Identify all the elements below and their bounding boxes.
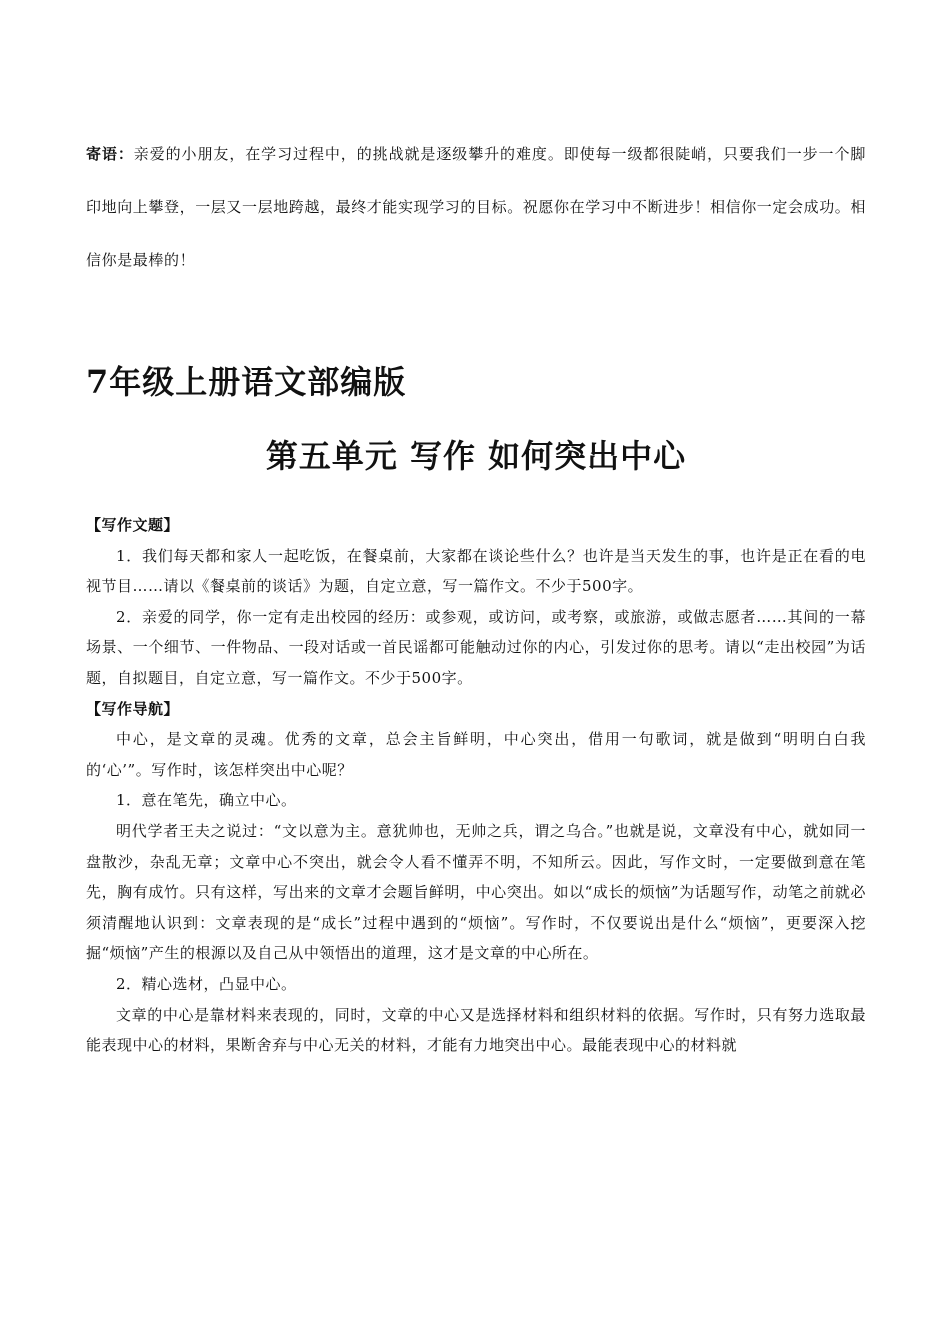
grade-title: 7年级上册语文部编版 xyxy=(86,363,407,401)
guide-paragraph: 中心，是文章的灵魂。优秀的文章，总会主旨鲜明，中心突出，借用一句歌词，就是做到“明明白白我的‘心’”。写作时，该怎样突出中心呢？ xyxy=(86,730,866,779)
unit-title: 第五单元 写作 如何突出中心 xyxy=(265,437,687,475)
guide-subheading: 1．意在笔先，确立中心。 xyxy=(116,791,297,810)
topic-paragraph: 1．我们每天都和家人一起吃饭，在餐桌前，大家都在谈论些什么？也许是当天发生的事，也许是正在看的电视节目……请以《餐桌前的谈话》为题，自定立意，写一篇作文。不少于500字。 xyxy=(86,546,866,596)
topic-paragraph: 2．亲爱的同学，你一定有走出校园的经历：或参观，或访问，或考察，或旅游，或做志愿者……其间的一幕场景、一个细节、一件物品、一段对话或一首民谣都可能触动过你的内心，引发过你的思考。请以“走出校园”为话题，自拟题目，自定立意，写一篇作文。不少于500字。 xyxy=(86,607,866,687)
blessing-text: 亲爱的小朋友，在学习过程中，的挑战就是逐级攀升的难度。即使每一级都很陡峭，只要我们一步一个脚印地向上攀登，一层又一层地跨越，最终才能实现学习的目标。祝愿你在学习中不断进步！相信你一定会成功。相信你是最棒的！ xyxy=(86,145,867,269)
blessing-paragraph xyxy=(86,128,866,287)
section-heading-guide: 【写作导航】 xyxy=(86,699,180,718)
guide-paragraph: 文章的中心是靠材料来表现的，同时，文章的中心又是选择材料和组织材料的依据。写作时，只有努力选取最能表现中心的材料，果断舍弃与中心无关的材料，才能有力地突出中心。最能表现中心的材料就 xyxy=(86,1005,866,1055)
guide-paragraph: 明代学者王夫之说过：“文以意为主。意犹帅也，无帅之兵，谓之乌合。”也就是说，文章没有中心，就如同一盘散沙，杂乱无章；文章中心不突出，就会令人看不懂弄不明，不知所云。因此，写作文时，一定要做到意在笔先，胸有成竹。只有这样，写出来的文章才会题旨鲜明，中心突出。如以“成长的烦恼”为话题写作，动笔之前就必须清醒地认识到：文章表现的是“成长”过程中遇到的“烦恼”。写作时，不仅要说出是什么“烦恼”，更要深入挖掘“烦恼”产生的根源以及自己从中领悟出的道理，这才是文章的中心所在。 xyxy=(86,821,866,963)
guide-subheading: 2．精心选材，凸显中心。 xyxy=(116,974,297,993)
blessing-label: 寄语： xyxy=(86,145,134,163)
content-body xyxy=(86,510,866,1061)
section-heading-topics: 【写作文题】 xyxy=(86,516,180,534)
